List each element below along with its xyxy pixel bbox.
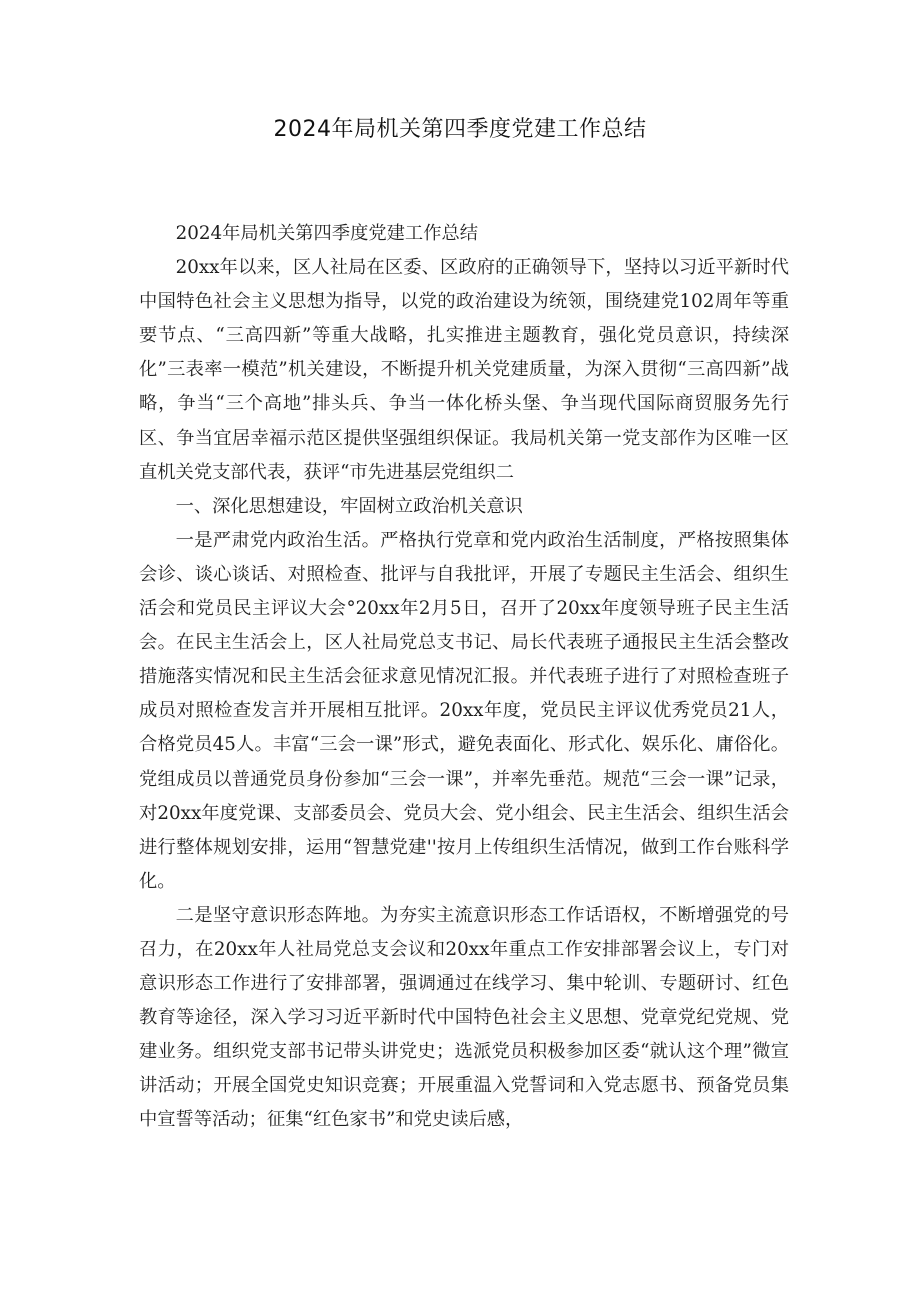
section-heading: 一、深化思想建设，牢固树立政治机关意识: [175, 495, 523, 517]
paragraph-ideology: 二是坚守意识形态阵地。为夯实主流意识形态工作话语权，不断增强党的号召力，在20xx年人社局党总支会议和20xx年重点工作安排部署会议上，专门对意识形态工作进行了安排部署，强调通过在线学习、集中轮训、专题研讨、红色教育等途径，深入学习习近平新时代中国特色社会主义思想、党章党纪党规、党建业务。组织党支部书记带头讲党史；选派党员积极参加区委“就认这个理”微宣讲活动；开展全国党史知识竞赛；开展重温入党誓词和入党志愿书、预备党员集中宣誓等活动；征集“红色家书”和党史读后感，: [139, 904, 789, 1131]
document-body: [139, 217, 789, 1138]
body-heading: 2024年局机关第四季度党建工作总结: [175, 223, 479, 244]
intro-paragraph: 20xx年以来，区人社局在区委、区政府的正确领导下，坚持以习近平新时代中国特色社会主义思想为指导，以党的政治建设为统领，围绕建党102周年等重要节点、“三高四新”等重大战略，扎实推进主题教育，强化党员意识，持续深化”三表率一模范”机关建设，不断提升机关党建质量，为深入贯彻“三高四新”战略，争当“三个高地”排头兵、争当一体化桥头堡、争当现代国际商贸服务先行区、争当宜居幸福示范区提供坚强组织保证。我局机关第一党支部作为区唯一区直机关党支部代表，获评“市先进基层党组织二: [139, 257, 789, 483]
document-title: 2024年局机关第四季度党建工作总结: [273, 117, 647, 142]
paragraph-political-life: 一是严肃党内政治生活。严格执行党章和党内政治生活制度，严格按照集体会诊、谈心谈话、对照检查、批评与自我批评，开展了专题民主生活会、组织生活会和党员民主评议大会°20xx年2月5日，召开了20xx年度领导班子民主生活会。在民主生活会上，区人社局党总支书记、局长代表班子通报民主生活会整改措施落实情况和民主生活会征求意见情况汇报。并代表班子进行了对照检查班子成员对照检查发言并开展相互批评。20xx年度，党员民主评议优秀党员21人，合格党员45人。丰富“三会一课”形式，避免表面化、形式化、娱乐化、庸俗化。党组成员以普通党员身份参加“三会一课”，并率先垂范。规范“三会一课”记录，对20xx年度党课、支部委员会、党员大会、党小组会、民主生活会、组织生活会进行整体规划安排，运用“智慧党建''按月上传组织生活情况，做到工作台账科学化。: [139, 529, 789, 892]
